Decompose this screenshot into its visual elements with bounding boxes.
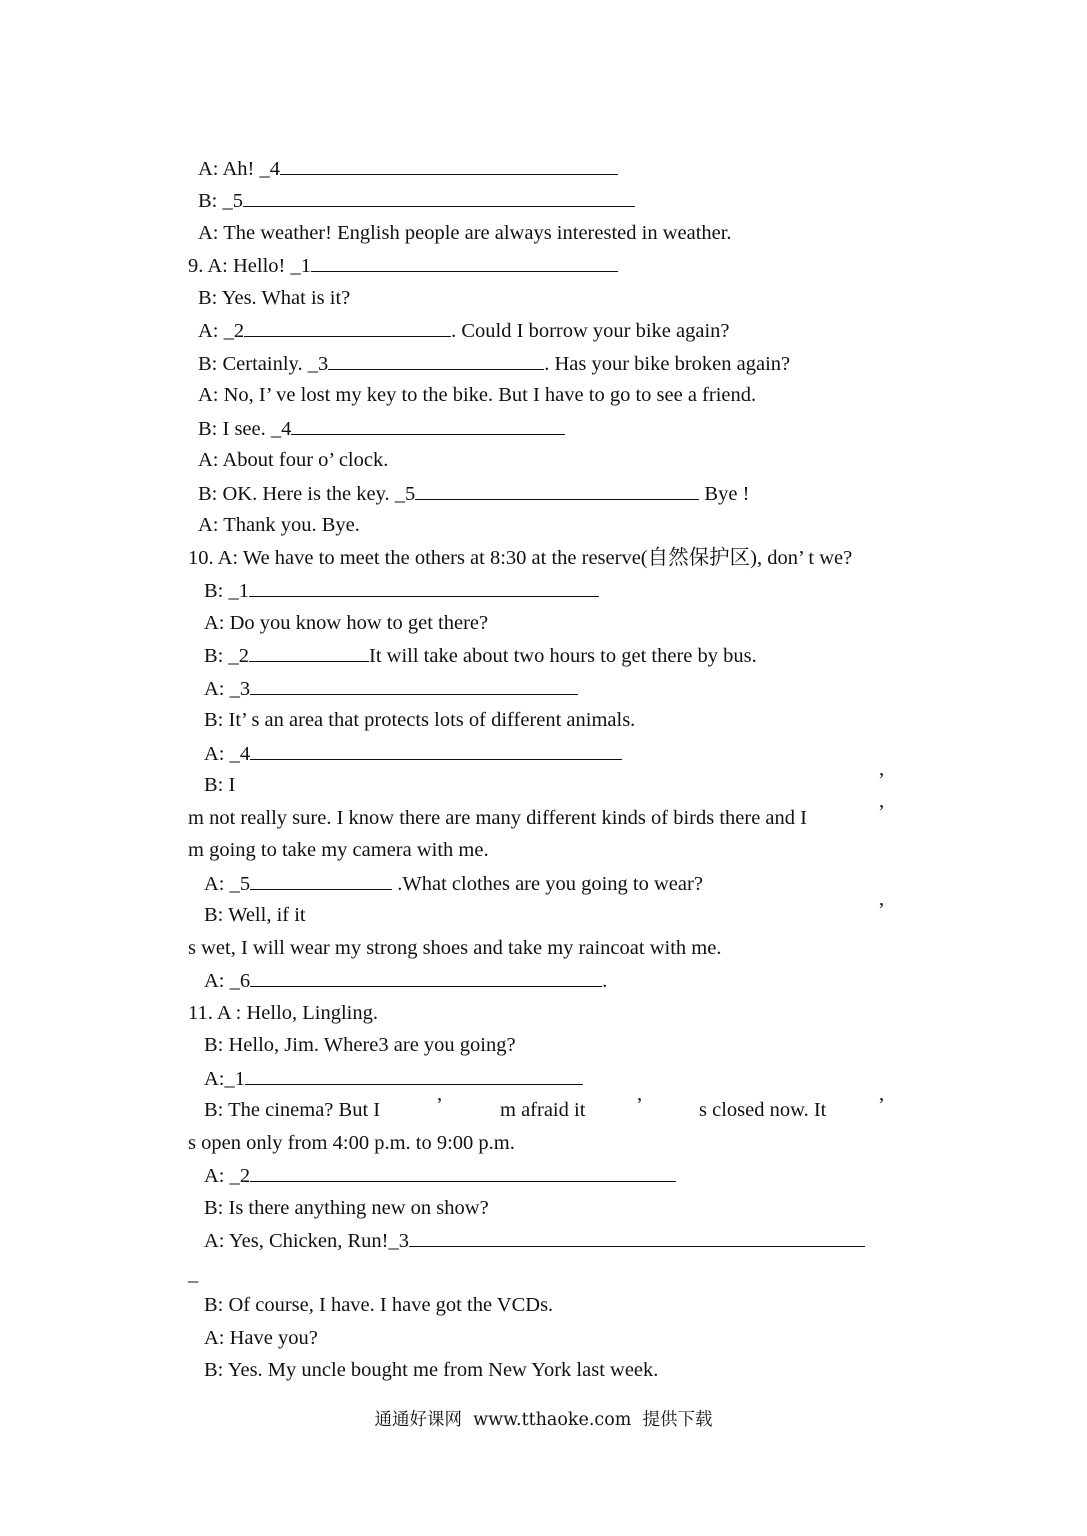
dialogue-line: A: No, I’ ve lost my key to the bike. But I have to go to see a friend. bbox=[198, 384, 757, 406]
dialogue-line: A: The weather! English people are always interested in weather. bbox=[198, 222, 732, 244]
dialogue-line: A:_1 bbox=[204, 1066, 583, 1091]
dialogue-line: A: _6 . bbox=[204, 970, 608, 992]
dialogue-line: B: I see. _4 bbox=[198, 416, 565, 441]
dialogue-line: B: The cinema? But I bbox=[204, 1099, 381, 1121]
answer-blank bbox=[243, 188, 635, 207]
dialogue-fragment: s closed now. It bbox=[699, 1099, 827, 1121]
dialogue-line: B: OK. Here is the key. _5 Bye ! bbox=[198, 483, 750, 505]
answer-blank bbox=[280, 156, 618, 175]
answer-blank bbox=[311, 253, 618, 272]
answer-blank bbox=[250, 676, 578, 695]
answer-blank bbox=[328, 351, 544, 370]
question-heading: 9. A: Hello! _1 bbox=[188, 253, 618, 278]
answer-blank bbox=[250, 871, 392, 890]
page-footer: 通通好课网 www.tthaoke.com 提供下载 bbox=[374, 1410, 713, 1430]
dialogue-line: B: Hello, Jim. Where3 are you going? bbox=[204, 1034, 516, 1056]
apostrophe-mark: ’ bbox=[878, 769, 885, 791]
question-heading: 11. A : Hello, Lingling. bbox=[188, 1002, 379, 1024]
dialogue-line: B: _1 bbox=[204, 578, 599, 603]
dialogue-line: A: Yes, Chicken, Run!_3 bbox=[204, 1228, 865, 1253]
dialogue-line: A: About four o’ clock. bbox=[198, 449, 389, 471]
dialogue-line: A: _5 .What clothes are you going to wear? bbox=[204, 873, 703, 895]
apostrophe-mark: ’ bbox=[878, 1094, 885, 1116]
dialogue-line: A: Thank you. Bye. bbox=[198, 514, 360, 536]
apostrophe-mark: ’ bbox=[878, 899, 885, 921]
dialogue-line: A: Have you? bbox=[204, 1327, 318, 1349]
answer-blank bbox=[409, 1228, 865, 1247]
dialogue-line: A: _3 bbox=[204, 676, 578, 701]
dialogue-line: s open only from 4:00 p.m. to 9:00 p.m. bbox=[188, 1132, 515, 1154]
dialogue-line: s wet, I will wear my strong shoes and take my raincoat with me. bbox=[188, 937, 722, 959]
answer-blank bbox=[250, 1163, 676, 1182]
dialogue-line: B: Yes. My uncle bought me from New York last week. bbox=[204, 1359, 659, 1381]
answer-blank bbox=[249, 578, 599, 597]
dialogue-line: m going to take my camera with me. bbox=[188, 839, 489, 861]
dialogue-line: A: _2 . Could I borrow your bike again? bbox=[198, 320, 730, 342]
dialogue-line: _ bbox=[188, 1263, 199, 1285]
dialogue-line: B: I bbox=[204, 774, 236, 796]
dialogue-line: B: _2 It will take about two hours to get there by bus. bbox=[204, 645, 757, 667]
dialogue-line: B: Well, if it bbox=[204, 904, 306, 926]
dialogue-fragment: m afraid it bbox=[500, 1099, 586, 1121]
answer-blank bbox=[250, 968, 602, 987]
dialogue-line: A: _2 bbox=[204, 1163, 676, 1188]
answer-blank bbox=[244, 318, 451, 337]
question-heading: 10. A: We have to meet the others at 8:30 at the reserve(自然保护区), don’ t we? bbox=[188, 547, 853, 569]
apostrophe-mark: ’ bbox=[436, 1094, 443, 1116]
dialogue-line: A: Ah! _4 bbox=[198, 156, 618, 181]
dialogue-line: A: _4 bbox=[204, 741, 622, 766]
answer-blank bbox=[245, 1066, 583, 1085]
dialogue-line: B: Yes. What is it? bbox=[198, 287, 351, 309]
dialogue-line: A: Do you know how to get there? bbox=[204, 612, 489, 634]
dialogue-line: B: Certainly. _3 . Has your bike broken again? bbox=[198, 353, 791, 375]
dialogue-line: B: It’ s an area that protects lots of different animals. bbox=[204, 709, 636, 731]
dialogue-line: B: _5 bbox=[198, 188, 635, 213]
dialogue-line: m not really sure. I know there are many different kinds of birds there and I bbox=[188, 807, 807, 829]
answer-blank bbox=[250, 741, 622, 760]
apostrophe-mark: ’ bbox=[878, 801, 885, 823]
answer-blank bbox=[291, 416, 565, 435]
dialogue-line: B: Of course, I have. I have got the VCDs. bbox=[204, 1294, 554, 1316]
apostrophe-mark: ’ bbox=[636, 1094, 643, 1116]
answer-blank bbox=[249, 643, 369, 662]
dialogue-line: B: Is there anything new on show? bbox=[204, 1197, 489, 1219]
answer-blank bbox=[415, 481, 699, 500]
